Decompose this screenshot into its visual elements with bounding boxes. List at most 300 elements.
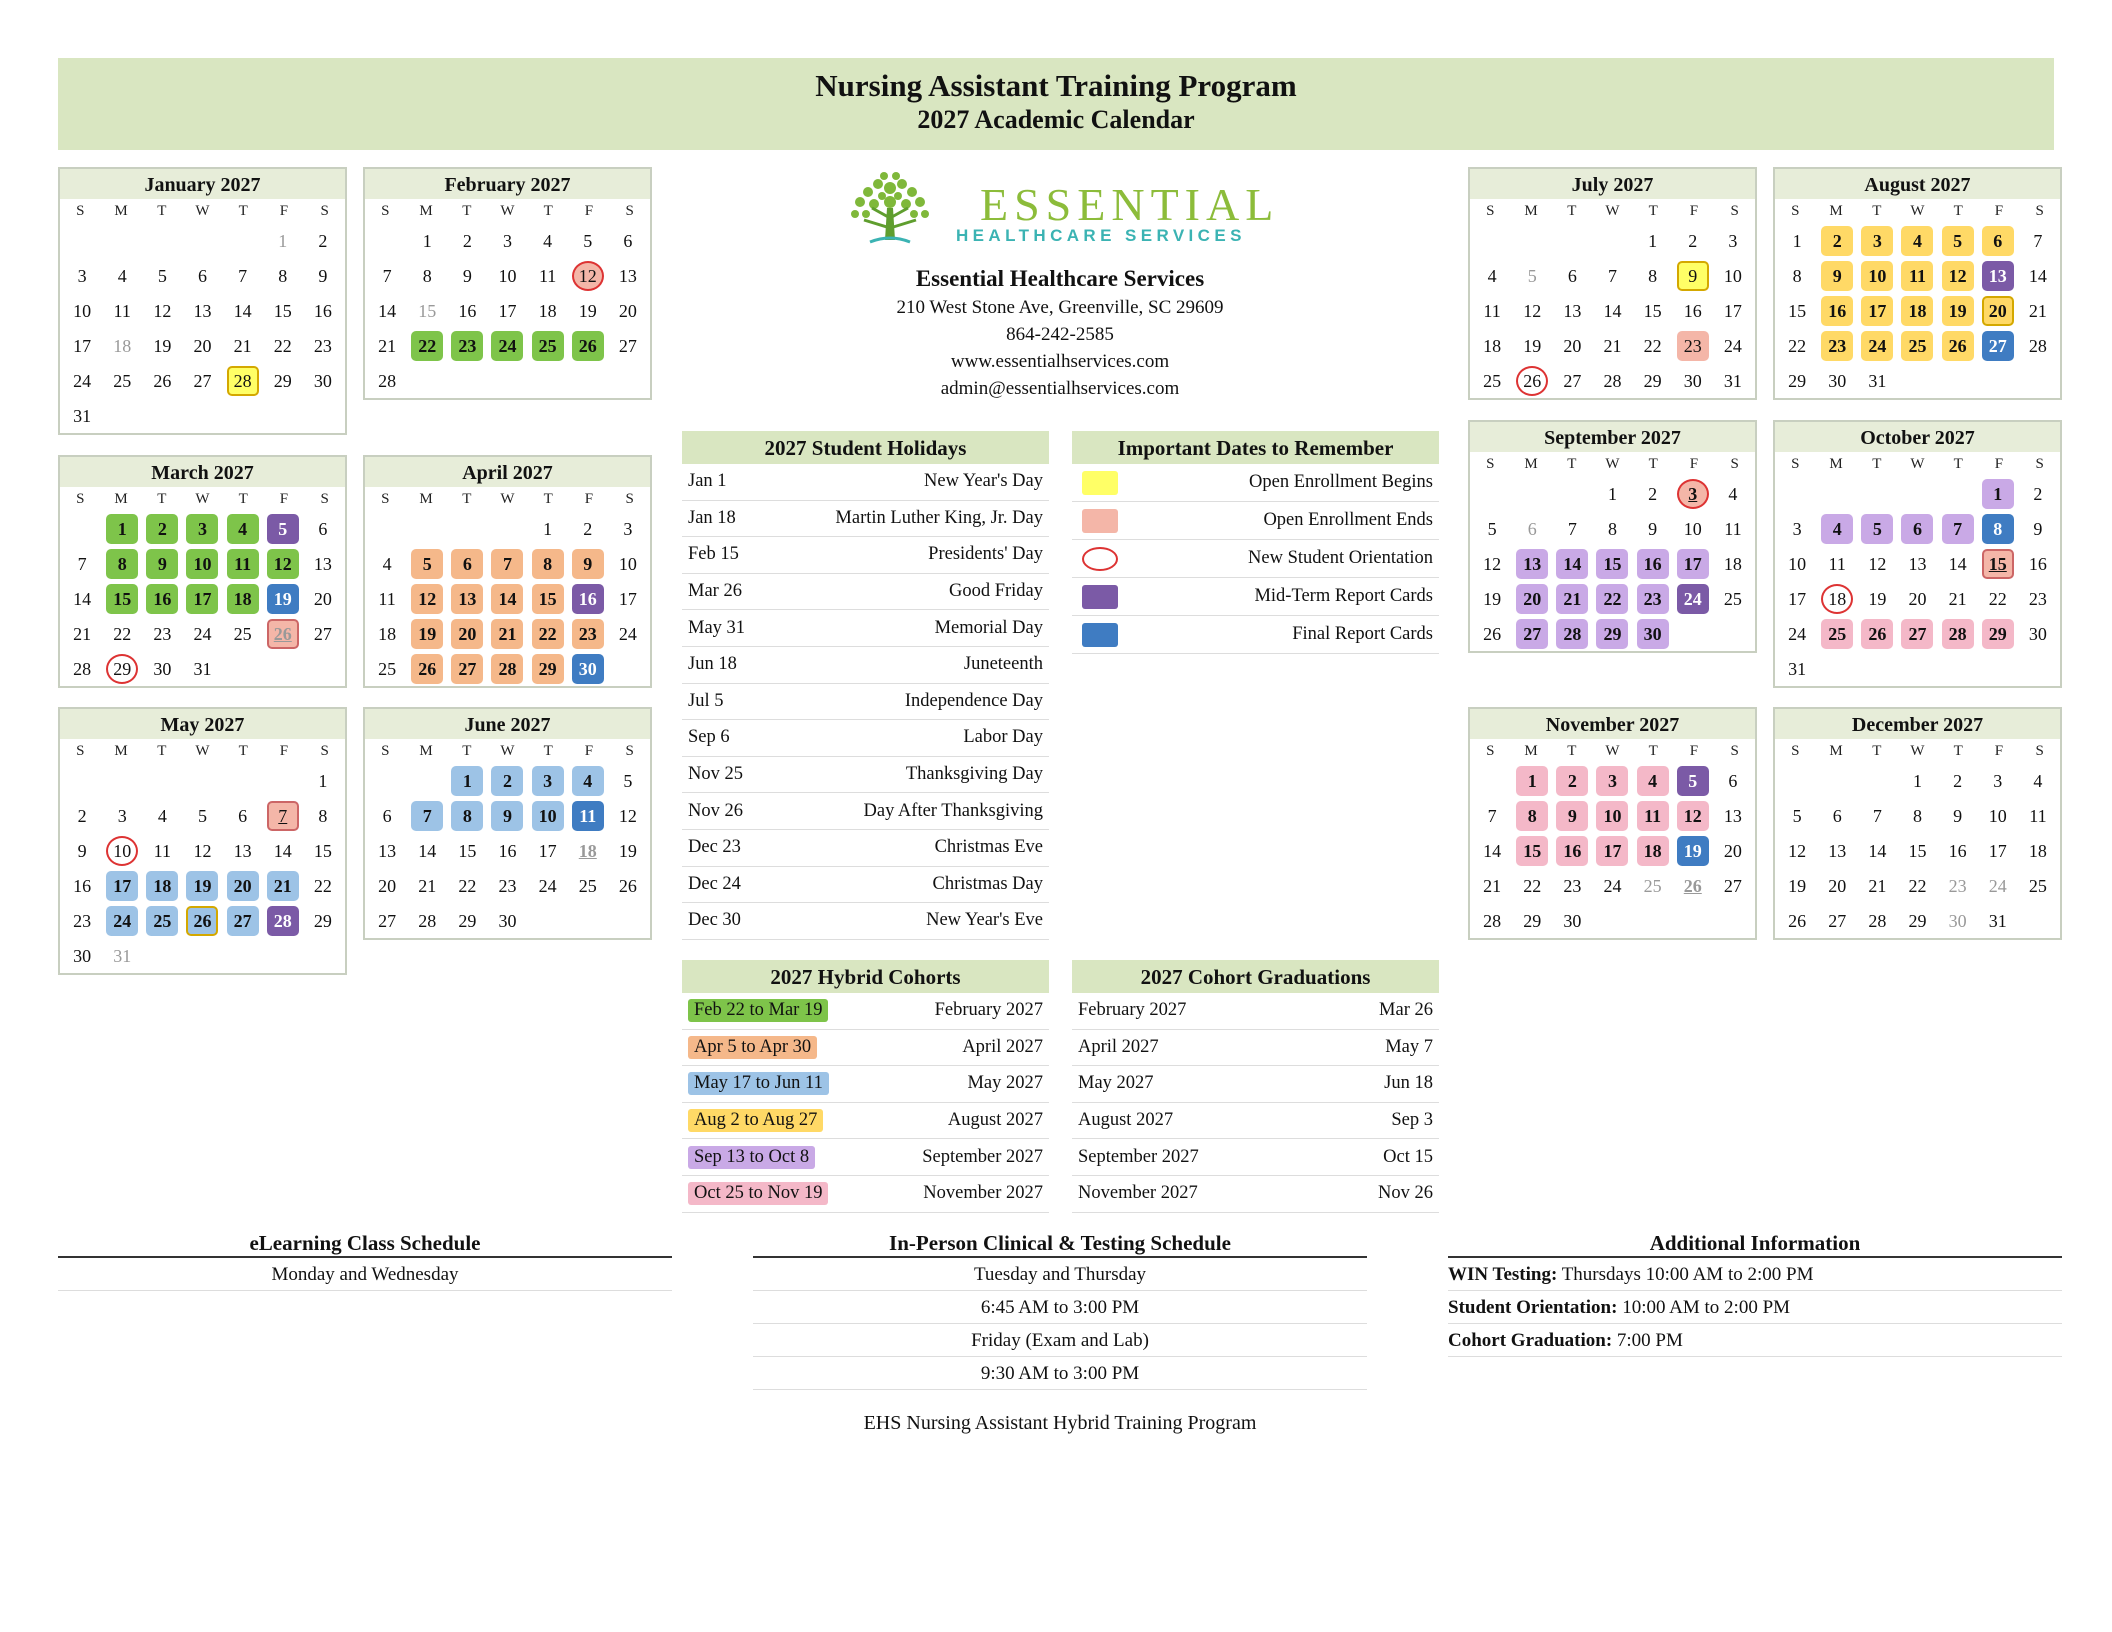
day-cell[interactable]: 1 [543,518,553,539]
day-cell[interactable]: 12 [1942,261,1974,291]
day-cell[interactable]: 26 [411,654,443,684]
day-cell[interactable]: 25 [113,370,132,391]
day-cell[interactable]: 30 [2028,623,2047,644]
day-cell[interactable]: 17 [1596,836,1628,866]
day-cell[interactable]: 31 [1788,658,1807,679]
day-cell[interactable]: 19 [1942,296,1974,326]
day-cell[interactable]: 19 [1483,588,1502,609]
day-cell[interactable]: 21 [491,619,523,649]
day-cell[interactable]: 12 [411,584,443,614]
day-cell[interactable]: 9 [1953,805,1963,826]
day-cell[interactable]: 10 [1988,805,2007,826]
day-cell[interactable]: 7 [382,265,392,286]
day-cell[interactable]: 29 [458,910,477,931]
day-cell[interactable]: 7 [1942,514,1974,544]
day-cell[interactable]: 1 [1792,230,1802,251]
day-cell[interactable]: 8 [106,549,138,579]
day-cell[interactable]: 16 [1556,836,1588,866]
day-cell[interactable]: 25 [1483,370,1502,391]
day-cell[interactable]: 11 [113,300,131,321]
day-cell[interactable]: 12 [267,549,299,579]
day-cell[interactable]: 24 [538,875,557,896]
day-cell[interactable]: 6 [451,549,483,579]
day-cell[interactable]: 10 [532,801,564,831]
day-cell[interactable]: 3 [1993,770,2003,791]
day-cell[interactable]: 28 [418,910,437,931]
day-cell[interactable]: 11 [538,265,557,286]
day-cell[interactable]: 26 [1483,623,1502,644]
day-cell[interactable]: 15 [1788,300,1807,321]
day-cell[interactable]: 8 [422,265,432,286]
day-cell[interactable]: 9 [77,840,87,861]
day-cell[interactable]: 6 [318,518,328,539]
day-cell[interactable]: 24 [1988,875,2007,896]
day-cell[interactable]: 6 [1901,514,1933,544]
day-cell[interactable]: 1 [1982,479,2014,509]
day-cell[interactable]: 24 [1861,331,1893,361]
day-cell[interactable]: 26 [267,619,299,649]
day-cell[interactable]: 2 [146,514,178,544]
day-cell[interactable]: 14 [1868,840,1887,861]
day-cell[interactable]: 7 [77,553,87,574]
day-cell[interactable]: 17 [1723,300,1742,321]
day-cell[interactable]: 2 [1953,770,1963,791]
day-cell[interactable]: 28 [491,654,523,684]
day-cell[interactable]: 20 [1982,296,2014,326]
day-cell[interactable]: 25 [578,875,597,896]
day-cell[interactable]: 12 [1677,801,1709,831]
day-cell[interactable]: 23 [153,623,172,644]
day-cell[interactable]: 25 [2028,875,2047,896]
day-cell[interactable]: 28 [267,906,299,936]
day-cell[interactable]: 10 [186,549,218,579]
day-cell[interactable]: 20 [1723,840,1742,861]
day-cell[interactable]: 28 [1603,370,1622,391]
day-cell[interactable]: 8 [1607,518,1617,539]
day-cell[interactable]: 15 [532,584,564,614]
day-cell[interactable]: 2 [491,766,523,796]
day-cell[interactable]: 19 [153,335,172,356]
day-cell[interactable]: 15 [418,300,437,321]
day-cell[interactable]: 18 [378,623,397,644]
day-cell[interactable]: 22 [313,875,332,896]
day-cell[interactable]: 5 [197,805,207,826]
day-cell[interactable]: 19 [1868,588,1887,609]
day-cell[interactable]: 19 [1523,335,1542,356]
day-cell[interactable]: 10 [1596,801,1628,831]
day-cell[interactable]: 24 [106,906,138,936]
day-cell[interactable]: 13 [451,584,483,614]
day-cell[interactable]: 10 [1861,261,1893,291]
day-cell[interactable]: 4 [1728,483,1738,504]
day-cell[interactable]: 15 [1643,300,1662,321]
day-cell[interactable]: 12 [153,300,172,321]
day-cell[interactable]: 8 [318,805,328,826]
day-cell[interactable]: 25 [1643,875,1662,896]
day-cell[interactable]: 13 [1516,549,1548,579]
day-cell[interactable]: 20 [1908,588,1927,609]
day-cell[interactable]: 1 [1516,766,1548,796]
day-cell[interactable]: 7 [1487,805,1497,826]
day-cell[interactable]: 26 [1683,875,1702,896]
day-cell[interactable]: 3 [186,514,218,544]
day-cell[interactable]: 7 [1872,805,1882,826]
day-cell[interactable]: 23 [451,331,483,361]
day-cell[interactable]: 24 [1677,584,1709,614]
day-cell[interactable]: 17 [73,335,92,356]
day-cell[interactable]: 31 [113,945,132,966]
day-cell[interactable]: 10 [1788,553,1807,574]
day-cell[interactable]: 8 [1982,514,2014,544]
day-cell[interactable]: 19 [618,840,637,861]
day-cell[interactable]: 27 [313,623,332,644]
day-cell[interactable]: 19 [1677,836,1709,866]
day-cell[interactable]: 11 [1637,801,1669,831]
day-cell[interactable]: 17 [538,840,557,861]
day-cell[interactable]: 22 [273,335,292,356]
day-cell[interactable]: 19 [267,584,299,614]
day-cell[interactable]: 8 [1912,805,1922,826]
day-cell[interactable]: 14 [233,300,252,321]
day-cell[interactable]: 31 [1988,910,2007,931]
day-cell[interactable]: 22 [1788,335,1807,356]
day-cell[interactable]: 18 [1901,296,1933,326]
day-cell[interactable]: 3 [1596,766,1628,796]
day-cell[interactable]: 23 [498,875,517,896]
day-cell[interactable]: 17 [1988,840,2007,861]
day-cell[interactable]: 13 [313,553,332,574]
day-cell[interactable]: 10 [498,265,517,286]
day-cell[interactable]: 21 [1948,588,1967,609]
day-cell[interactable]: 16 [73,875,92,896]
day-cell[interactable]: 15 [1908,840,1927,861]
day-cell[interactable]: 2 [583,518,593,539]
day-cell[interactable]: 9 [491,801,523,831]
day-cell[interactable]: 26 [1516,366,1548,396]
day-cell[interactable]: 31 [193,658,212,679]
day-cell[interactable]: 11 [1901,261,1933,291]
day-cell[interactable]: 27 [227,906,259,936]
day-cell[interactable]: 1 [1912,770,1922,791]
day-cell[interactable]: 6 [1832,805,1842,826]
day-cell[interactable]: 25 [146,906,178,936]
day-cell[interactable]: 2 [318,230,328,251]
day-cell[interactable]: 30 [1683,370,1702,391]
day-cell[interactable]: 23 [1821,331,1853,361]
day-cell[interactable]: 17 [618,588,637,609]
day-cell[interactable]: 16 [1683,300,1702,321]
day-cell[interactable]: 4 [572,766,604,796]
day-cell[interactable]: 27 [618,335,637,356]
day-cell[interactable]: 18 [538,300,557,321]
day-cell[interactable]: 24 [618,623,637,644]
day-cell[interactable]: 20 [193,335,212,356]
day-cell[interactable]: 20 [378,875,397,896]
day-cell[interactable]: 9 [318,265,328,286]
day-cell[interactable]: 5 [411,549,443,579]
day-cell[interactable]: 19 [411,619,443,649]
day-cell[interactable]: 14 [73,588,92,609]
day-cell[interactable]: 21 [1483,875,1502,896]
day-cell[interactable]: 5 [583,230,593,251]
day-cell[interactable]: 20 [451,619,483,649]
day-cell[interactable]: 5 [1942,226,1974,256]
day-cell[interactable]: 1 [106,514,138,544]
day-cell[interactable]: 23 [2028,588,2047,609]
day-cell[interactable]: 17 [1788,588,1807,609]
day-cell[interactable]: 10 [618,553,637,574]
day-cell[interactable]: 7 [1567,518,1577,539]
day-cell[interactable]: 18 [146,871,178,901]
day-cell[interactable]: 21 [1868,875,1887,896]
day-cell[interactable]: 10 [106,836,138,866]
day-cell[interactable]: 4 [1821,514,1853,544]
day-cell[interactable]: 17 [1861,296,1893,326]
day-cell[interactable]: 15 [273,300,292,321]
day-cell[interactable]: 9 [2033,518,2043,539]
day-cell[interactable]: 4 [1487,265,1497,286]
day-cell[interactable]: 29 [1982,619,2014,649]
day-cell[interactable]: 23 [1948,875,1967,896]
day-cell[interactable]: 18 [1637,836,1669,866]
day-cell[interactable]: 28 [2028,335,2047,356]
day-cell[interactable]: 22 [113,623,132,644]
day-cell[interactable]: 7 [238,265,248,286]
day-cell[interactable]: 16 [146,584,178,614]
day-cell[interactable]: 8 [1792,265,1802,286]
day-cell[interactable]: 15 [106,584,138,614]
day-cell[interactable]: 4 [157,805,167,826]
day-cell[interactable]: 13 [1908,553,1927,574]
day-cell[interactable]: 24 [193,623,212,644]
day-cell[interactable]: 13 [1563,300,1582,321]
day-cell[interactable]: 11 [1724,518,1742,539]
day-cell[interactable]: 2 [2033,483,2043,504]
day-cell[interactable]: 3 [1677,479,1709,509]
day-cell[interactable]: 5 [1487,518,1497,539]
day-cell[interactable]: 29 [313,910,332,931]
day-cell[interactable]: 29 [1523,910,1542,931]
day-cell[interactable]: 26 [153,370,172,391]
day-cell[interactable]: 15 [1982,549,2014,579]
day-cell[interactable]: 4 [382,553,392,574]
day-cell[interactable]: 6 [197,265,207,286]
day-cell[interactable]: 6 [238,805,248,826]
day-cell[interactable]: 22 [1643,335,1662,356]
day-cell[interactable]: 22 [458,875,477,896]
day-cell[interactable]: 19 [1788,875,1807,896]
day-cell[interactable]: 16 [313,300,332,321]
day-cell[interactable]: 20 [227,871,259,901]
day-cell[interactable]: 23 [1563,875,1582,896]
day-cell[interactable]: 1 [1648,230,1658,251]
day-cell[interactable]: 8 [451,801,483,831]
day-cell[interactable]: 21 [1556,584,1588,614]
day-cell[interactable]: 30 [498,910,517,931]
day-cell[interactable]: 4 [1637,766,1669,796]
day-cell[interactable]: 27 [378,910,397,931]
day-cell[interactable]: 24 [73,370,92,391]
day-cell[interactable]: 30 [153,658,172,679]
day-cell[interactable]: 30 [572,654,604,684]
day-cell[interactable]: 16 [2028,553,2047,574]
day-cell[interactable]: 2 [1688,230,1698,251]
day-cell[interactable]: 18 [1723,553,1742,574]
day-cell[interactable]: 27 [1828,910,1847,931]
day-cell[interactable]: 9 [462,265,472,286]
day-cell[interactable]: 25 [1821,619,1853,649]
day-cell[interactable]: 19 [186,871,218,901]
day-cell[interactable]: 4 [2033,770,2043,791]
day-cell[interactable]: 3 [1861,226,1893,256]
day-cell[interactable]: 20 [313,588,332,609]
day-cell[interactable]: 28 [227,366,259,396]
day-cell[interactable]: 12 [572,261,604,291]
day-cell[interactable]: 10 [1683,518,1702,539]
day-cell[interactable]: 11 [227,549,259,579]
day-cell[interactable]: 11 [572,801,604,831]
day-cell[interactable]: 22 [411,331,443,361]
day-cell[interactable]: 31 [73,405,92,426]
day-cell[interactable]: 23 [1637,584,1669,614]
day-cell[interactable]: 7 [2033,230,2043,251]
day-cell[interactable]: 29 [1788,370,1807,391]
day-cell[interactable]: 5 [157,265,167,286]
day-cell[interactable]: 7 [491,549,523,579]
day-cell[interactable]: 7 [411,801,443,831]
day-cell[interactable]: 20 [618,300,637,321]
day-cell[interactable]: 14 [1483,840,1502,861]
day-cell[interactable]: 21 [2028,300,2047,321]
day-cell[interactable]: 4 [227,514,259,544]
day-cell[interactable]: 14 [273,840,292,861]
day-cell[interactable]: 3 [1728,230,1738,251]
day-cell[interactable]: 4 [1901,226,1933,256]
day-cell[interactable]: 3 [117,805,127,826]
day-cell[interactable]: 16 [1948,840,1967,861]
day-cell[interactable]: 30 [1563,910,1582,931]
day-cell[interactable]: 24 [1603,875,1622,896]
day-cell[interactable]: 15 [313,840,332,861]
day-cell[interactable]: 3 [502,230,512,251]
day-cell[interactable]: 3 [1792,518,1802,539]
day-cell[interactable]: 6 [1567,265,1577,286]
day-cell[interactable]: 2 [1821,226,1853,256]
day-cell[interactable]: 24 [1723,335,1742,356]
day-cell[interactable]: 8 [532,549,564,579]
day-cell[interactable]: 13 [1723,805,1742,826]
day-cell[interactable]: 1 [318,770,328,791]
day-cell[interactable]: 12 [1788,840,1807,861]
day-cell[interactable]: 17 [106,871,138,901]
day-cell[interactable]: 25 [1723,588,1742,609]
day-cell[interactable]: 8 [1516,801,1548,831]
day-cell[interactable]: 27 [1982,331,2014,361]
day-cell[interactable]: 24 [491,331,523,361]
day-cell[interactable]: 13 [1828,840,1847,861]
day-cell[interactable]: 23 [313,335,332,356]
day-cell[interactable]: 11 [153,840,172,861]
day-cell[interactable]: 28 [378,370,397,391]
day-cell[interactable]: 2 [462,230,472,251]
day-cell[interactable]: 12 [1483,553,1502,574]
day-cell[interactable]: 9 [146,549,178,579]
day-cell[interactable]: 2 [1648,483,1658,504]
day-cell[interactable]: 14 [1603,300,1622,321]
day-cell[interactable]: 4 [543,230,553,251]
day-cell[interactable]: 27 [1901,619,1933,649]
day-cell[interactable]: 14 [2028,265,2047,286]
day-cell[interactable]: 23 [1677,331,1709,361]
day-cell[interactable]: 16 [572,584,604,614]
day-cell[interactable]: 31 [1723,370,1742,391]
day-cell[interactable]: 20 [1563,335,1582,356]
day-cell[interactable]: 3 [77,265,87,286]
day-cell[interactable]: 11 [1828,553,1846,574]
day-cell[interactable]: 25 [378,658,397,679]
day-cell[interactable]: 9 [1821,261,1853,291]
day-cell[interactable]: 29 [1908,910,1927,931]
day-cell[interactable]: 11 [378,588,396,609]
day-cell[interactable]: 28 [1942,619,1974,649]
day-cell[interactable]: 1 [451,766,483,796]
day-cell[interactable]: 21 [73,623,92,644]
day-cell[interactable]: 23 [73,910,92,931]
day-cell[interactable]: 14 [491,584,523,614]
day-cell[interactable]: 20 [1516,584,1548,614]
day-cell[interactable]: 26 [186,906,218,936]
day-cell[interactable]: 16 [1637,549,1669,579]
day-cell[interactable]: 12 [618,805,637,826]
day-cell[interactable]: 5 [267,514,299,544]
day-cell[interactable]: 24 [1788,623,1807,644]
day-cell[interactable]: 21 [1603,335,1622,356]
day-cell[interactable]: 18 [2028,840,2047,861]
day-cell[interactable]: 30 [1828,370,1847,391]
day-cell[interactable]: 13 [378,840,397,861]
day-cell[interactable]: 18 [578,840,597,861]
day-cell[interactable]: 15 [1596,549,1628,579]
day-cell[interactable]: 5 [623,770,633,791]
day-cell[interactable]: 6 [1982,226,2014,256]
day-cell[interactable]: 16 [458,300,477,321]
day-cell[interactable]: 7 [1607,265,1617,286]
day-cell[interactable]: 4 [117,265,127,286]
day-cell[interactable]: 5 [1792,805,1802,826]
day-cell[interactable]: 29 [1596,619,1628,649]
day-cell[interactable]: 12 [1523,300,1542,321]
day-cell[interactable]: 1 [422,230,432,251]
day-cell[interactable]: 29 [273,370,292,391]
day-cell[interactable]: 19 [578,300,597,321]
day-cell[interactable]: 28 [73,658,92,679]
day-cell[interactable]: 13 [193,300,212,321]
day-cell[interactable]: 29 [1643,370,1662,391]
day-cell[interactable]: 26 [1942,331,1974,361]
day-cell[interactable]: 11 [1483,300,1501,321]
day-cell[interactable]: 22 [1523,875,1542,896]
day-cell[interactable]: 12 [193,840,212,861]
day-cell[interactable]: 21 [233,335,252,356]
day-cell[interactable]: 1 [1607,483,1617,504]
day-cell[interactable]: 14 [418,840,437,861]
day-cell[interactable]: 26 [1861,619,1893,649]
day-cell[interactable]: 25 [532,331,564,361]
day-cell[interactable]: 27 [1723,875,1742,896]
day-cell[interactable]: 8 [278,265,288,286]
day-cell[interactable]: 26 [1788,910,1807,931]
day-cell[interactable]: 21 [418,875,437,896]
